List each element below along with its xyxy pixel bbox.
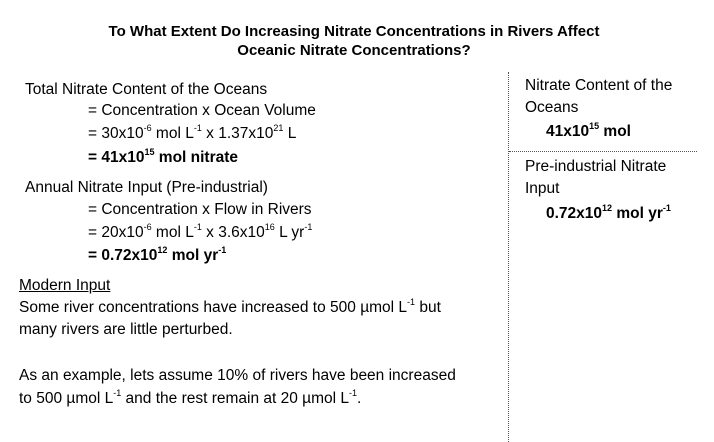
sidebar-box2-label-line1: Pre-industrial Nitrate <box>525 158 667 175</box>
slide-title-line2: Oceanic Nitrate Concentrations? <box>237 42 471 59</box>
modern-heading: Modern Input <box>19 277 111 294</box>
ocean-equation-1: = Concentration x Ocean Volume <box>88 102 316 119</box>
sidebar-vertical-divider <box>508 72 509 442</box>
modern-paragraph-1-line-2: many rivers are little perturbed. <box>19 321 233 338</box>
sidebar-box1-label-line1: Nitrate Content of the <box>525 77 673 94</box>
modern-paragraph-2-line-1: As an example, lets assume 10% of rivers have been increased <box>19 367 456 384</box>
modern-paragraph-2-line-2: to 500 µmol $L^{-1}$ and the rest remain at 20 µmol $L^{-1}$. <box>19 388 362 407</box>
sidebar-box2-label-line2: Input <box>525 180 560 197</box>
modern-paragraph-1-line-1: Some river concentrations have increased to 500 µmol $L^{-1}$ but <box>19 297 441 316</box>
sidebar-box1-label-line2: Oceans <box>525 99 579 116</box>
slide-title-line1: To What Extent Do Increasing Nitrate Concentrations in Rivers Affect <box>108 23 600 40</box>
ocean-result: = $41x10^{15}$ mol nitrate <box>88 147 239 166</box>
annual-result: = $0.72x10^{12}$ mol $yr^{-1}$ <box>88 245 227 264</box>
sidebar-box1-value: $41x10^{15}$ mol <box>546 121 631 140</box>
slide-title <box>0 22 714 60</box>
ocean-heading: Total Nitrate Content of the Oceans <box>25 81 268 98</box>
ocean-equation-2: = $30x10^{-6}$ mol $L^{-1}$ x $1.37x10^{21}$ L <box>88 123 297 142</box>
annual-equation-1: = Concentration x Flow in Rivers <box>88 201 312 218</box>
sidebar-box2-value: $0.72x10^{12}$ mol $yr^{-1}$ <box>546 203 671 222</box>
annual-equation-2: = $20x10^{-6}$ mol $L^{-1}$ x $3.6x10^{16}$ L $yr^{-1}$ <box>88 222 313 241</box>
annual-heading: Annual Nitrate Input (Pre-industrial) <box>25 179 268 196</box>
sidebar-horizontal-divider <box>509 151 697 152</box>
